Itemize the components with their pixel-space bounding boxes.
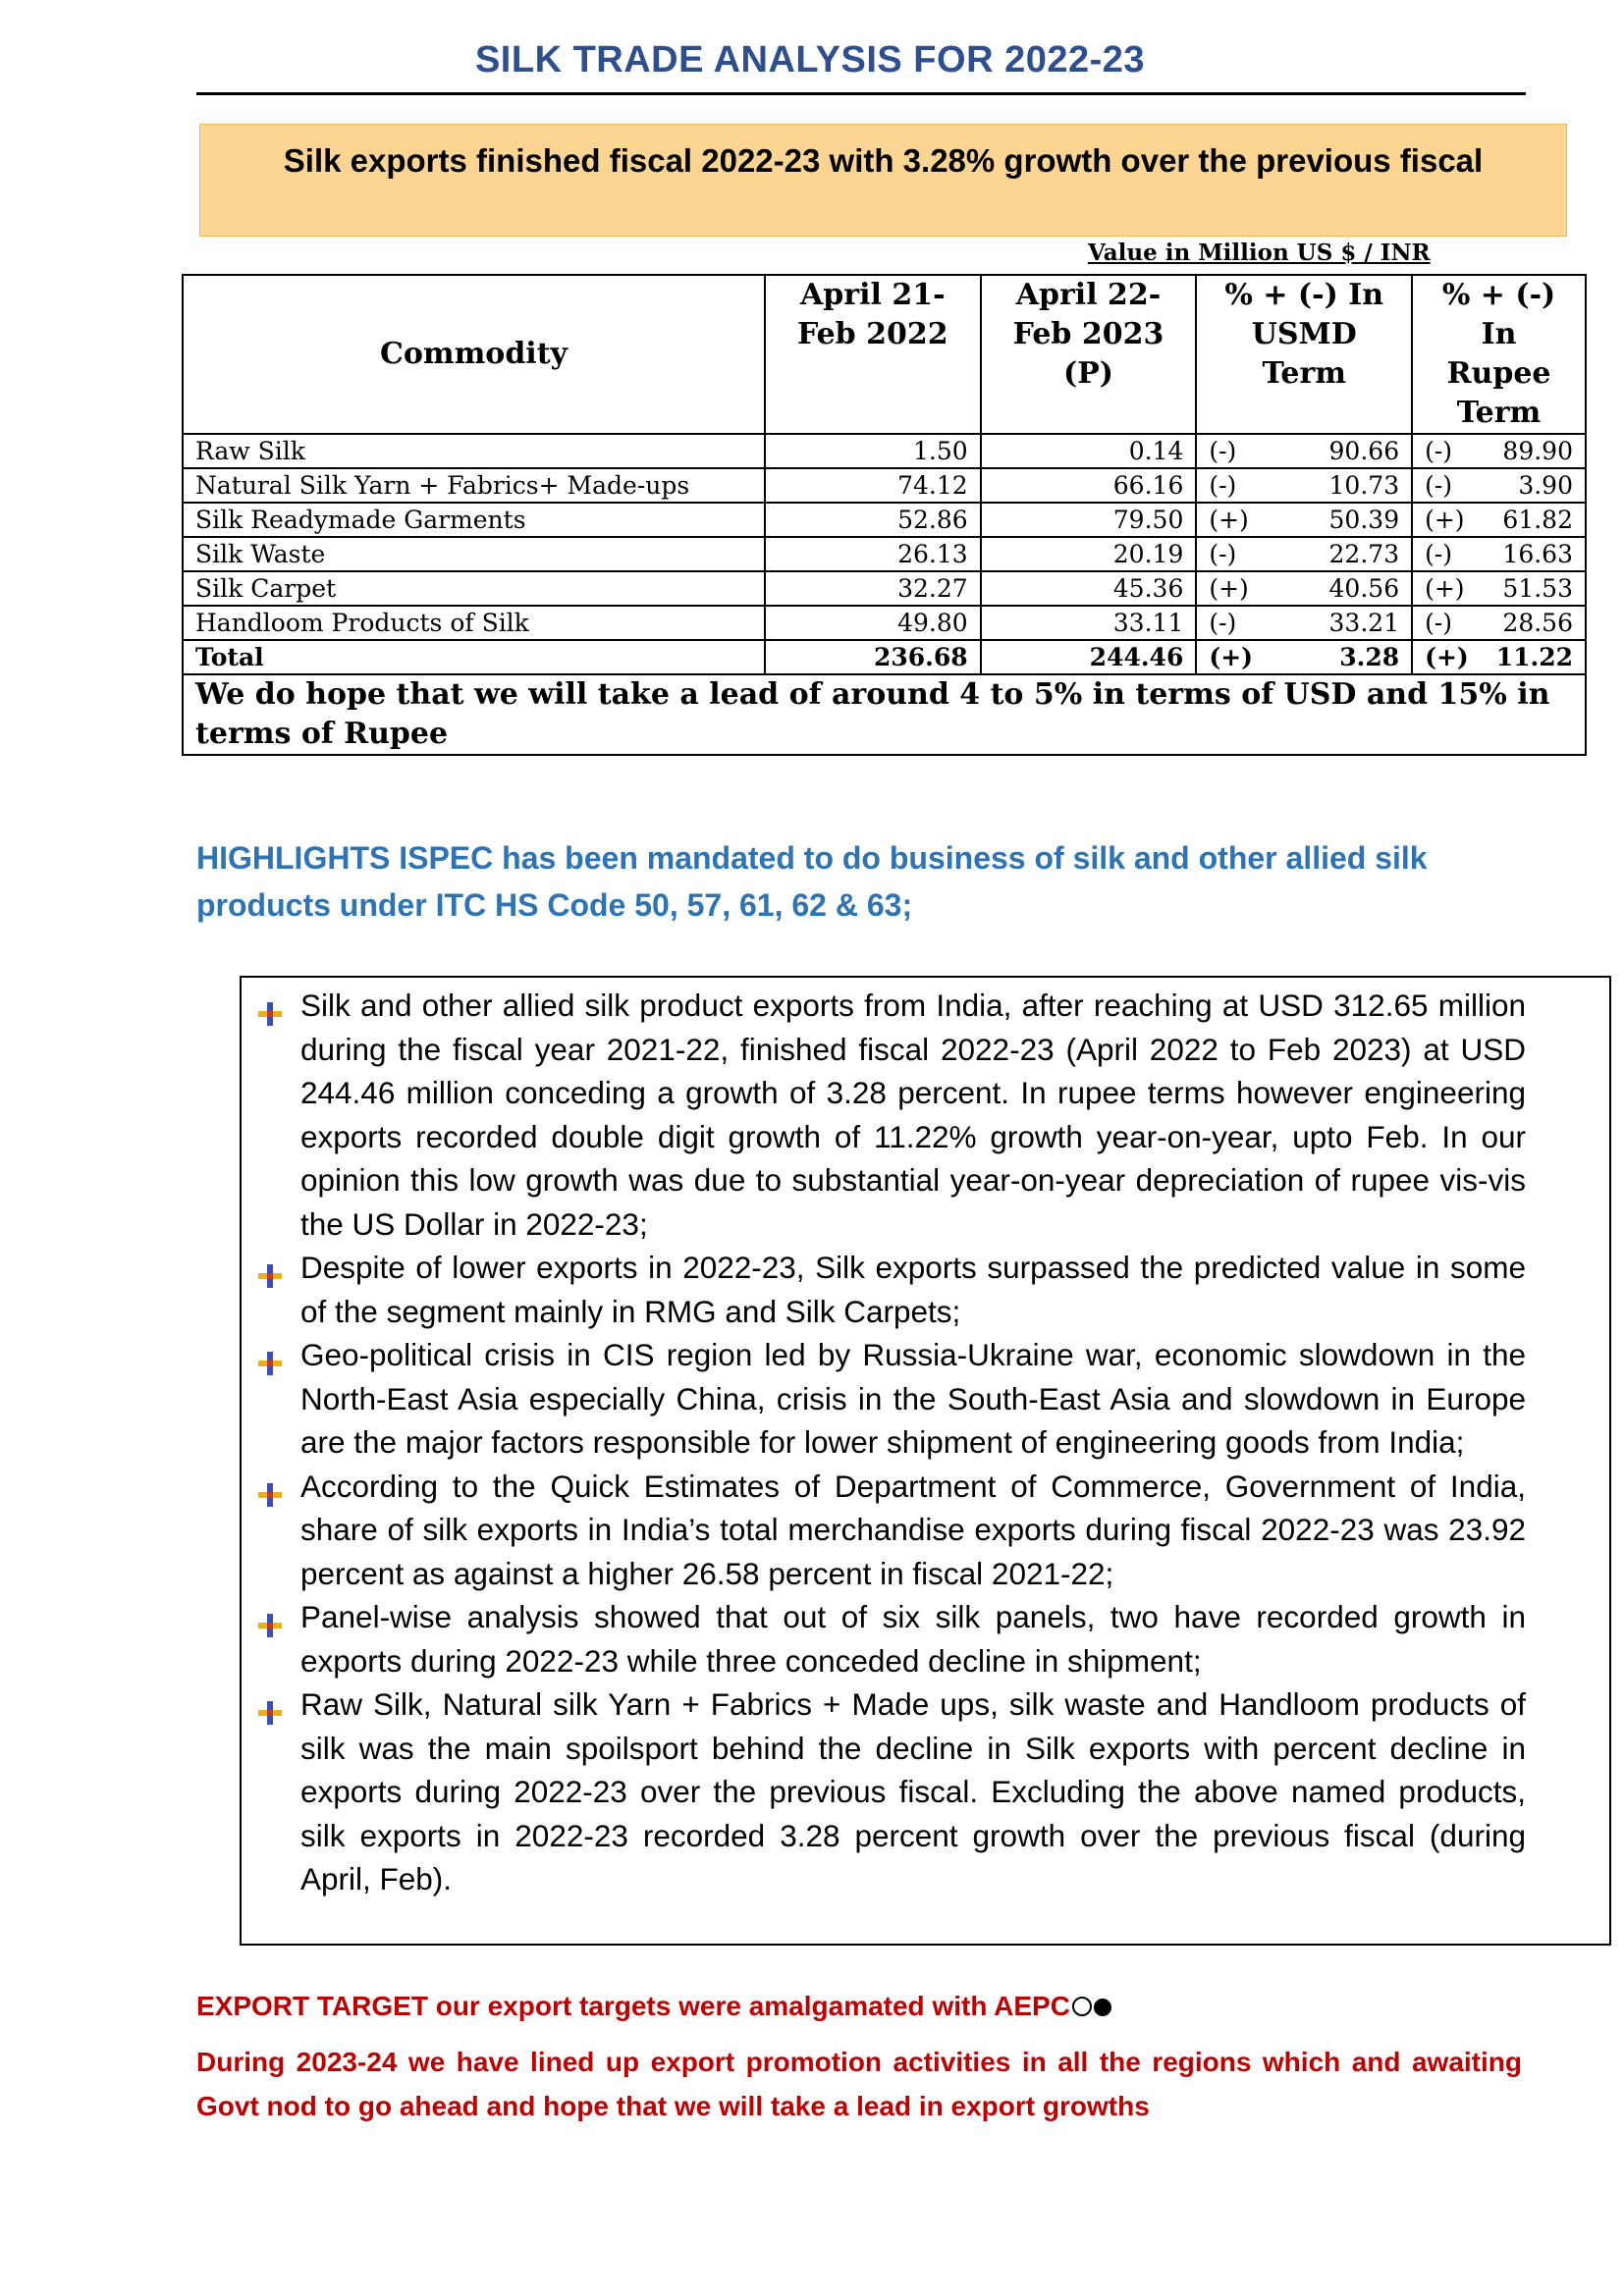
- total-2022: 236.68: [765, 640, 981, 674]
- highlight-item: [249, 1246, 1526, 1333]
- highlight-text: According to the Quick Estimates of Department of Commerce, Government of India, share of silk exports in India’s total merchandise exports during fiscal 2022-23 was 23.92 percent as against a higher 26.58 percent in fiscal 2021-22;: [300, 1468, 1526, 1591]
- highlight-text: Geo-political crisis in CIS region led by Russia-Ukraine war, economic slowdown in the North-East Asia especially China, crisis in the South-East Asia and slowdown in Europe are the major factors responsible for lower shipment of engineering goods from India;: [300, 1337, 1526, 1460]
- summary-banner: [199, 124, 1567, 237]
- table-row: [183, 434, 1586, 468]
- commodity-cell: Silk Waste: [183, 537, 765, 571]
- highlight-item: [249, 1465, 1526, 1596]
- value-unit-caption: Value in Million US $ / INR: [1088, 240, 1431, 266]
- total-label: Total: [183, 640, 765, 674]
- value-2022-cell: 32.27: [765, 571, 981, 606]
- value-2023-cell: 66.16: [981, 468, 1197, 503]
- highlights-box: [240, 976, 1611, 1946]
- value-2023-cell: 33.11: [981, 606, 1197, 640]
- note-row: [183, 674, 1586, 755]
- lead-note: We do hope that we will take a lead of around 4 to 5% in terms of USD and 15% in terms of Rupee: [183, 674, 1586, 755]
- bullet-icon: [257, 1256, 283, 1282]
- header-usd-change: % + (-) In USMD Term: [1196, 275, 1412, 434]
- table-row: [183, 468, 1586, 503]
- highlight-text: Raw Silk, Natural silk Yarn + Fabrics + Made ups, silk waste and Handloom products of silk was the main spoilsport behind the decline in Silk exports with percent decline in exports during 2022-23 over the previous fiscal. Excluding the above named products, silk exports in 2022-23 recorded 3.28 percent growth over the previous fiscal (during April, Feb).: [300, 1686, 1526, 1896]
- banner-text: Silk exports finished fiscal 2022-23 with 3.28% growth over the previous fiscal: [283, 142, 1484, 179]
- rupee-change-cell: (+) 61.82: [1412, 503, 1586, 537]
- export-target-line: [196, 1991, 1111, 2022]
- highlight-item: [249, 1682, 1526, 1901]
- value-2022-cell: 52.86: [765, 503, 981, 537]
- silk-trade-table: [182, 274, 1587, 756]
- total-rupee-change: (+) 11.22: [1412, 640, 1586, 674]
- total-row: [183, 640, 1586, 674]
- highlight-text: Panel-wise analysis showed that out of six silk panels, two have recorded growth in exports during 2022-23 while three conceded decline in shipment;: [300, 1599, 1526, 1679]
- value-2022-cell: 74.12: [765, 468, 981, 503]
- highlight-text: Despite of lower exports in 2022-23, Silk exports surpassed the predicted value in some of the segment mainly in RMG and Silk Carpets;: [300, 1250, 1526, 1329]
- bullet-icon: [257, 1344, 283, 1369]
- table-header-row: [183, 275, 1586, 434]
- promotion-plan-text: During 2023-24 we have lined up export promotion activities in all the regions which and awaiting Govt nod to go ahead and hope that we will take a lead in export growths: [196, 2047, 1522, 2121]
- total-2023: 244.46: [981, 640, 1197, 674]
- commodity-cell: Handloom Products of Silk: [183, 606, 765, 640]
- hollow-circle-icon: [1072, 1997, 1092, 2016]
- table-row: [183, 606, 1586, 640]
- value-2023-cell: 45.36: [981, 571, 1197, 606]
- usd-change-cell: (-) 10.73: [1196, 468, 1412, 503]
- rupee-change-cell: (+) 51.53: [1412, 571, 1586, 606]
- commodity-cell: Raw Silk: [183, 434, 765, 468]
- value-2022-cell: 26.13: [765, 537, 981, 571]
- header-rupee-change: % + (-) In Rupee Term: [1412, 275, 1586, 434]
- commodity-cell: Silk Carpet: [183, 571, 765, 606]
- rupee-change-cell: (-) 28.56: [1412, 606, 1586, 640]
- commodity-cell: Natural Silk Yarn + Fabrics+ Made-ups: [183, 468, 765, 503]
- highlight-text: Silk and other allied silk product exports from India, after reaching at USD 312.65 million during the fiscal year 2021-22, finished fiscal 2022-23 (April 2022 to Feb 2023) at USD 244.46 million conceding a growth of 3.28 percent. In rupee terms however engineering exports recorded double digit growth of 11.22% growth year-on-year, upto Feb. In our opinion this low growth was due to substantial year-on-year depreciation of rupee vis-vis the US Dollar in 2022-23;: [300, 988, 1526, 1242]
- value-2022-cell: 49.80: [765, 606, 981, 640]
- header-period-2023: April 22- Feb 2023 (P): [981, 275, 1197, 434]
- bullet-icon: [257, 1606, 283, 1631]
- rupee-change-cell: (-) 89.90: [1412, 434, 1586, 468]
- value-2023-cell: 79.50: [981, 503, 1197, 537]
- table-row: [183, 571, 1586, 606]
- export-target-text: EXPORT TARGET our export targets were amalgamated with AEPC: [196, 1991, 1070, 2021]
- bullet-icon: [257, 994, 283, 1020]
- usd-change-cell: (+) 50.39: [1196, 503, 1412, 537]
- rupee-change-cell: (-) 16.63: [1412, 537, 1586, 571]
- usd-change-cell: (-) 90.66: [1196, 434, 1412, 468]
- commodity-cell: Silk Readymade Garments: [183, 503, 765, 537]
- table-row: [183, 503, 1586, 537]
- usd-change-cell: (-) 22.73: [1196, 537, 1412, 571]
- value-2023-cell: 0.14: [981, 434, 1197, 468]
- header-commodity: Commodity: [183, 275, 765, 434]
- total-usd-change: (+) 3.28: [1196, 640, 1412, 674]
- highlights-heading: HIGHLIGHTS ISPEC has been mandated to do business of silk and other allied silk products under ITC HS Code 50, 57, 61, 62 & 63;: [196, 840, 1428, 923]
- value-2022-cell: 1.50: [765, 434, 981, 468]
- table-row: [183, 537, 1586, 571]
- value-2023-cell: 20.19: [981, 537, 1197, 571]
- highlights-list: [249, 984, 1526, 1901]
- highlight-item: [249, 1333, 1526, 1465]
- bullet-icon: [257, 1693, 283, 1719]
- header-period-2022: April 21- Feb 2022: [765, 275, 981, 434]
- page-title: SILK TRADE ANALYSIS FOR 2022-23: [474, 39, 1146, 80]
- highlight-item: [249, 984, 1526, 1246]
- highlight-item: [249, 1595, 1526, 1682]
- bullet-icon: [257, 1475, 283, 1501]
- usd-change-cell: (+) 40.56: [1196, 571, 1412, 606]
- title-divider: [196, 92, 1526, 95]
- usd-change-cell: (-) 33.21: [1196, 606, 1412, 640]
- filled-circle-icon: [1094, 1999, 1111, 2016]
- rupee-change-cell: (-) 3.90: [1412, 468, 1586, 503]
